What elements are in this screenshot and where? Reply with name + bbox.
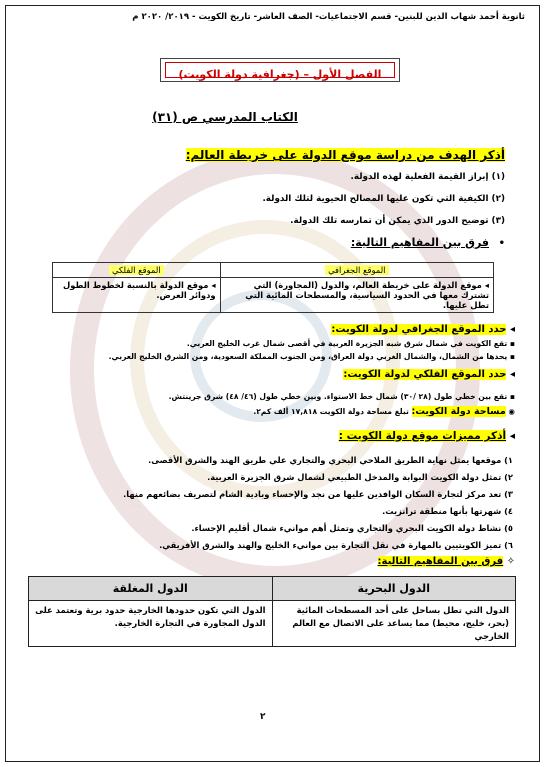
chapter-title-box	[160, 58, 400, 82]
section5-item: ٥) نشاط دولة الكويت البحري والتجاري وتمثل أهم موانيء شمال أقليم الإحساء.	[191, 523, 513, 533]
table-cell: الدول التي تطل بساحل على أحد المسطحات المائية (بحر، خليج، محيط) مما يساعد على الاتصال مع العالم الخارجي	[272, 601, 516, 647]
section5-item: ٢) تمثل دولة الكويت البوابة والمدخل الطبيعي لشمال شرق الجزيرة العربية.	[207, 472, 513, 482]
table-header: الدول البحرية	[272, 577, 516, 601]
section2-title: فرق بين المفاهيم التالية:	[350, 236, 489, 249]
book-reference: الكتاب المدرسي ص (٣١)	[152, 110, 298, 124]
section4-title: حدد الموقع الفلكي لدولة الكويت:	[343, 369, 507, 380]
section4-title-wrap	[343, 369, 515, 380]
section1-title: أذكر الهدف من دراسة موقع الدولة على خريطة العالم:	[185, 148, 505, 162]
section1-item: (١) إبراز القيمة الفعلية لهذه الدولة.	[350, 172, 505, 182]
section3-item: ▪ تقع الكويت في شمال شرق شبه الجزيرة العربية في أقصى شمال غرب الخليج العربي.	[186, 339, 515, 348]
section6-title: فرق بين المفاهيم التالية:	[377, 556, 504, 567]
section5-item: ٦) تميز الكويتيين بالمهارة في نقل التجارة بين موانيء الخليج والهند والشرق الأفريقي.	[159, 540, 513, 550]
area-text: تبلغ مساحة دولة الكويت ١٧,٨١٨ ألف كم٢.	[253, 407, 409, 416]
table-header: الموقع الفلكي	[53, 263, 221, 278]
arrow-icon: ◂	[506, 430, 515, 442]
arrow-icon: ◂	[506, 369, 515, 380]
area-label: مساحة دولة الكويت:	[411, 406, 506, 417]
table-cell: الدول التي تكون حدودها الخارجية حدود برية وتعتمد على الدول المجاورة في التجارة الخارجية.	[29, 601, 273, 647]
section3-title-wrap	[331, 324, 515, 335]
section5-item: ٣) تعد مركز لتجارة السكان الوافدين عليها من نجد والإحساء وبادية الشام لتصريف بضائعهم منها.	[123, 489, 513, 499]
page-header: ثانوية أحمد شهاب الدين للبنين- قسم الاجتماعيات- الصف العاشر- تاريخ الكويت - ٢٠١٩/ ٢٠٢٠ م	[132, 12, 525, 22]
section5-item: ٤) شهرتها بأنها منطقة ترانزيت.	[382, 506, 513, 516]
section5-title-wrap	[339, 430, 515, 442]
chapter-title: الفصل الأول – (جغرافية دولة الكويت)	[178, 68, 382, 81]
section6-title-wrap	[378, 556, 515, 567]
section4-item: ▪ تقع بين خطي طول (٢٨ /٣٠) شمال خط الاستواء. وبين خطي طول (٤٦/ ٤٨) شرق جرينتش.	[168, 392, 515, 401]
concepts-table-2	[28, 576, 516, 647]
table-cell: ◂ موقع الدولة على خريطة العالم، والدول (المجاورة) التي تشترك معها في الحدود السياسية، والمسطحات المائية التي تطل عليها.	[220, 278, 493, 313]
page-number: ٢	[260, 712, 266, 722]
diamond-icon: ✧	[503, 556, 515, 567]
table-cell: ◂ موقع الدولة بالنسبة لخطوط الطول ودوائر العرض.	[53, 278, 221, 313]
bullet-icon: •	[498, 238, 505, 249]
table-header: الدول المغلقة	[29, 577, 273, 601]
section1-item: (٣) توضيح الدور الذي يمكن أن تمارسه تلك الدولة.	[290, 216, 505, 226]
arrow-icon: ◂	[506, 324, 515, 335]
section3-item: ▪ يحدها من الشمال، والشمال الغربي دولة العراق، ومن الجنوب المملكة السعودية، ومن الشرق الخليج العربي.	[108, 352, 515, 361]
section5-item: ١) موقعها يمثل نهاية الطريق الملاحي البحري والتجاري علي طريق الهند والشرق الأقصى.	[148, 455, 513, 465]
section1-item: (٢) الكيفية التي تكون عليها المصالح الحيوية لتلك الدولة.	[262, 194, 505, 204]
section3-title: حدد الموقع الجغرافي لدولة الكويت:	[331, 324, 507, 335]
section5-title: أذكر مميزات موقع دولة الكويت :	[338, 430, 507, 442]
area-line	[253, 406, 515, 417]
concepts-table-1	[52, 262, 494, 313]
target-icon: ◉	[505, 407, 515, 416]
table-header: الموقع الجغرافي	[220, 263, 493, 278]
